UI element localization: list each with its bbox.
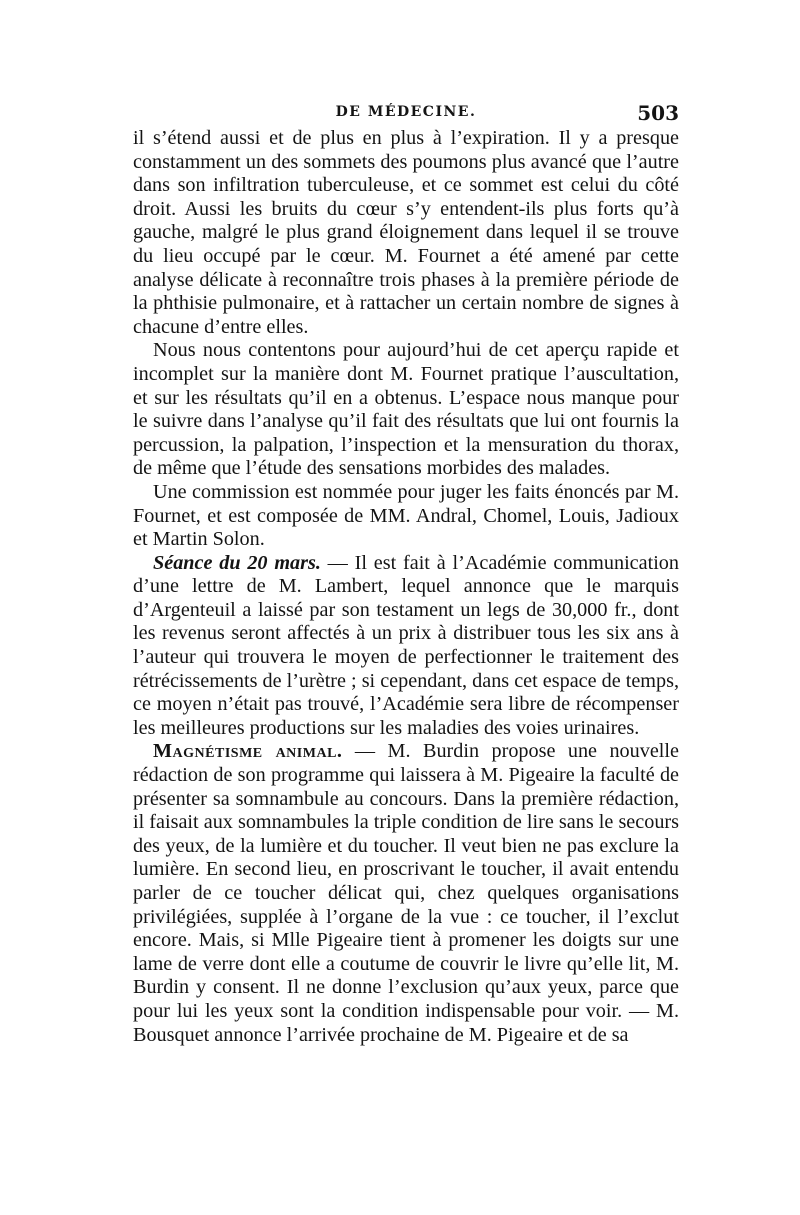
- paragraph-magnetisme: [133, 740, 679, 1047]
- paragraph-summary: Nous nous contentons pour aujourd’hui de cet aperçu rapide et incomplet sur la manière dont M. Fournet pratique l’auscultation, et sur les résultats qu’il en a obtenus. L’espace nous manque pour le suivre dans l’analyse qu’il fait des résultats que lui ont fournis la percussion, la palpation, l’inspection et la mensuration du thorax, de même que l’étude des sensations morbides des malades.: [133, 339, 679, 480]
- body-text: [133, 127, 679, 1047]
- page-number: 503: [637, 101, 679, 125]
- page-header: [133, 101, 679, 126]
- running-head: DE MÉDECINE.: [335, 104, 477, 120]
- magnetisme-heading: Magnétisme animal.: [153, 740, 343, 763]
- paragraph-seance: [133, 552, 679, 741]
- seance-text: — Il est fait à l’Académie communication d’une lettre de M. Lambert, lequel annonce que le marquis d’Argenteuil a laissé par son testament un legs de 30,000 fr., dont les revenus seront affectés à un prix à distribuer tous les six ans à l’auteur qui trouvera le moyen de perfectionner le traitement des rétrécissements de l’urètre ; si cependant, dans cet espace de temps, ce moyen n’était pas trouvé, l’Académie sera libre de récompenser les meilleures productions sur les maladies des voies urinaires.: [133, 551, 679, 739]
- magnetisme-text: — M. Burdin propose une nouvelle rédaction de son programme qui laissera à M. Pigeaire la faculté de présenter sa somnambule au concours. Dans la première rédaction, il faisait aux somnambules la triple condition de lire sans le secours des yeux, de la lumière et du toucher. Il veut bien ne pas exclure la lumière. En second lieu, en proscrivant le toucher, il avait entendu parler de ce toucher délicat qui, chez quelques organisations privilégiées, supplée à l’organe de la vue : ce toucher, il l’exclut encore. Mais, si Mlle Pigeaire tient à promener les doigts sur une lame de verre dont elle a coutume de couvrir le livre qu’elle lit, M. Burdin y consent. Il ne donne l’exclusion qu’aux yeux, parce que pour lui les yeux sont la condition indispensable pour voir. — M. Bousquet annonce l’arrivée prochaine de M. Pigeaire et de sa: [133, 740, 679, 1046]
- paragraph-commission: Une commission est nommée pour juger les faits énoncés par M. Fournet, et est composée de MM. Andral, Chomel, Louis, Jadioux et Martin Solon.: [133, 480, 679, 551]
- seance-heading: Séance du 20 mars.: [153, 551, 321, 574]
- paragraph-continuation: il s’étend aussi et de plus en plus à l’expiration. Il y a presque constamment un des sommets des poumons plus avancé que l’autre dans son infiltration tuberculeuse, et ce sommet est celui du côté droit. Aussi les bruits du cœur s’y entendent-ils plus forts qu’à gauche, malgré le plus grand éloignement dans lequel il se trouve du lieu occupé par le cœur. M. Fournet a été amené par cette analyse délicate à reconnaître trois phases à la première période de la phthisie pulmonaire, et à rattacher un certain nombre de signes à chacune d’entre elles.: [133, 127, 679, 338]
